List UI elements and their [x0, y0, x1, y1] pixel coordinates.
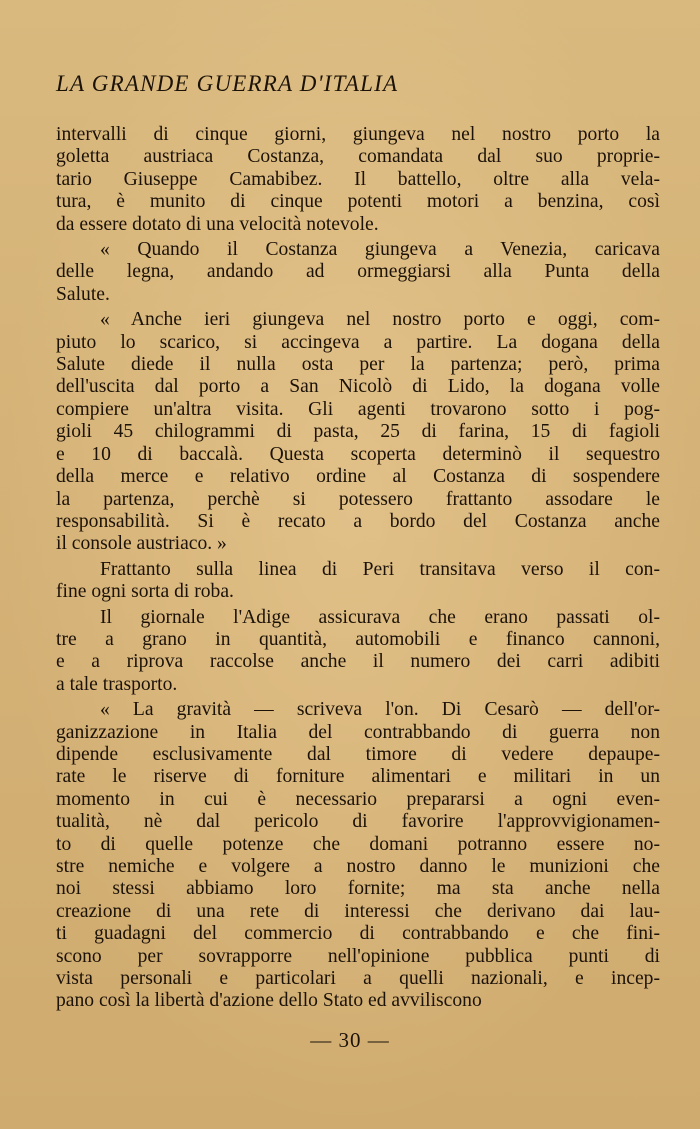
- paragraph: [56, 239, 660, 306]
- text-line: della merce e relativo ordine al Costanza di sospendere: [56, 466, 660, 488]
- text-line: « Anche ieri giungeva nel nostro porto e oggi, com-: [100, 309, 660, 331]
- text-line: tre a grano in quantità, automobili e financo cannoni,: [56, 628, 660, 650]
- text-line: momento in cui è necessario prepararsi a ogni even-: [56, 788, 660, 810]
- text-line: Il giornale l'Adige assicurava che erano passati ol-: [100, 606, 660, 628]
- text-line: compiere un'altra visita. Gli agenti trovarono sotto i pog-: [56, 398, 660, 420]
- text-line: scono per sovrapporre nell'opinione pubblica punti di: [56, 945, 660, 967]
- paragraph: [56, 699, 660, 1013]
- text-line: stre nemiche e volgere a nostro danno le munizioni che: [56, 856, 660, 877]
- paragraph: [56, 309, 660, 555]
- text-line: delle legna, andando ad ormeggiarsi alla Punta della: [56, 261, 660, 283]
- text-line: tualità, nè dal pericolo di favorire l'approvvigionamen-: [56, 811, 660, 833]
- text-line: « Quando il Costanza giungeva a Venezia, caricava: [100, 239, 660, 261]
- text-line: responsabilità. Si è recato a bordo del Costanza anche: [56, 510, 660, 532]
- text-line: dell'uscita dal porto a San Nicolò di Lido, la dogana volle: [56, 376, 660, 398]
- text-line: gioli 45 chilogrammi di pasta, 25 di farina, 15 di fagioli: [56, 421, 660, 443]
- text-line: « La gravità — scriveva l'on. Di Cesarò — dell'or-: [100, 699, 660, 721]
- text-line: Frattanto sulla linea di Peri transitava verso il con-: [100, 558, 660, 580]
- text-line: e a riprova raccolse anche il numero dei carri adibiti: [56, 651, 660, 673]
- text-line: piuto lo scarico, si accingeva a partire. La dogana della: [56, 331, 660, 353]
- text-line: il console austriaco. »: [56, 533, 227, 555]
- text-line: vista personali e particolari a quelli nazionali, e incep-: [56, 968, 660, 990]
- text-line: e 10 di baccalà. Questa scoperta determinò il sequestro: [56, 443, 660, 465]
- text-line: rate le riserve di forniture alimentari e militari in un: [56, 766, 660, 788]
- body-text: [56, 124, 660, 1013]
- text-line: tario Giuseppe Camabibez. Il battello, oltre alla vela-: [56, 168, 660, 190]
- paragraph: [56, 124, 660, 236]
- page-number: — 30 —: [310, 1028, 390, 1052]
- text-line: a tale trasporto.: [56, 673, 178, 695]
- text-line: noi stessi abbiamo loro fornite; ma sta anche nella: [56, 878, 660, 900]
- paragraph: [56, 559, 660, 604]
- text-line: intervalli di cinque giorni, giungeva nel nostro porto la: [56, 124, 660, 145]
- running-title: LA GRANDE GUERRA D'ITALIA: [56, 71, 399, 96]
- text-line: ti guadagni del commercio di contrabbando e che fini-: [56, 923, 660, 945]
- text-line: dipende esclusivamente dal timore di vedere depaupe-: [56, 743, 660, 765]
- text-line: da essere dotato di una velocità notevole.: [56, 213, 379, 235]
- text-line: to di quelle potenze che domani potranno essere no-: [56, 833, 660, 855]
- text-line: tura, è munito di cinque potenti motori a benzina, così: [56, 191, 660, 213]
- text-line: ganizzazione in Italia del contrabbando di guerra non: [56, 721, 660, 743]
- paragraph: [56, 607, 660, 697]
- text-line: Salute diede il nulla osta per la partenza; però, prima: [56, 354, 660, 376]
- text-line: goletta austriaca Costanza, comandata dal suo proprie-: [56, 146, 660, 168]
- text-line: Salute.: [56, 283, 110, 305]
- text-line: la partenza, perchè si potessero frattanto assodare le: [56, 488, 660, 510]
- text-line: pano così la libertà d'azione dello Stato ed avviliscono: [56, 990, 482, 1012]
- text-line: creazione di una rete di interessi che derivano dai lau-: [56, 900, 660, 922]
- text-line: fine ogni sorta di roba.: [56, 581, 234, 603]
